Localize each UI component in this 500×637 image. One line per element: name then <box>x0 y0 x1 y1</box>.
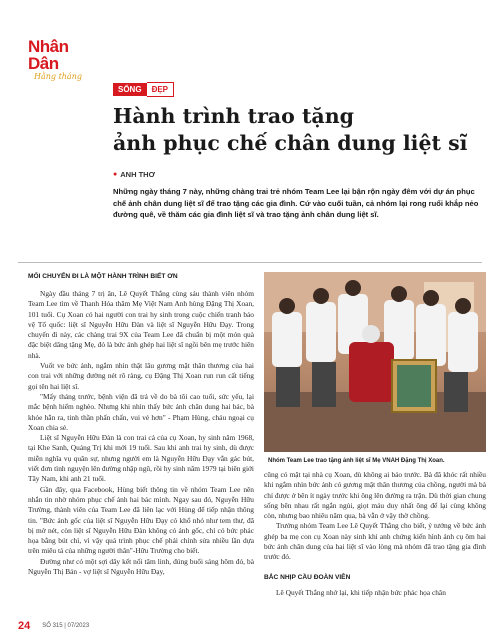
body-column-right <box>264 470 486 598</box>
section-tag <box>113 82 174 97</box>
page-footer <box>18 620 89 632</box>
body-paragraph: cũng có mặt tại nhà cụ Xoan, dù không ai báo trước. Bà đã khóc rất nhiều khi ngắm nhìn bức ảnh có gương mặt thân thương của chồng, người mà bà chỉ được ở bên ít ngày trước khi ông lên đường ra trận. Dù thời gian chung sống bên nhau rất ngắn ngủi, giọt máu duy nhất ông để lại cùng không còn, nhưng bao nhiêu năm qua, bà vẫn ở vậy thờ chồng. <box>264 470 486 521</box>
body-paragraph: Vuốt ve bức ảnh, ngắm nhìn thật lâu gương mặt thân thương của hai con trai với những đường nét rõ ràng, cụ Đặng Thị Xoan run run cất tiếng gọi tên hai liệt sĩ. <box>28 361 254 391</box>
body-paragraph: "Mấy tháng trước, bệnh viện đã trả về do bà tôi cao tuổi, sức yếu, lại mắc bệnh hiểm nghèo. Nhưng khi nhìn thấy bức ảnh chân dung hai bác, bà khỏe hẳn ra, tinh thần phấn chấn, vui vẻ hơn" - Phạm Hùng, cháu ngoại cụ Xoan chia sẻ. <box>28 391 254 432</box>
body-paragraph: Liệt sĩ Nguyễn Hữu Đàn là con trai cả của cụ Xoan, hy sinh năm 1968, tại Khe Sanh, Quảng Trị khi mới 19 tuổi. Sau khi anh trai hy sinh, dù được miễn nghĩa vụ quân sự, nhưng người em là Nguyễn Hữu Đạy vẫn gác bút, viết đơn tình nguyện lên đường nhập ngũ, rồi hy sinh năm 1979 tại biên giới Tây Nam, khi anh 21 tuổi. <box>28 433 254 484</box>
photo-caption: Nhóm Team Lee trao tặng ảnh liệt sĩ Mẹ VNAH Đặng Thị Xoan. <box>268 458 445 464</box>
bullet-icon: ● <box>113 171 118 178</box>
masthead-sub: Hằng tháng <box>34 72 82 81</box>
body-paragraph: Đường như có một sợi dây kết nối tâm linh, đúng buổi sáng hôm đó, bà Nguyễn Thị Bản - vợ liệt sĩ Nguyễn Hữu Đạy, <box>28 556 254 577</box>
subhead-first: MỐI CHUYỂN ĐI LÀ MỘT HÀNH TRÌNH BIẾT ƠN <box>28 273 178 280</box>
subhead-second: BẮC NHỊP CẦU ĐOÀN VIÊN <box>264 573 351 581</box>
masthead-name: Nhân Dân <box>28 37 69 73</box>
body-paragraph: Gần đây, qua Facebook, Hùng biết thông tin về nhóm Team Lee nên nhắn tin nhờ nhóm phục chế ảnh hai bác mình. Ngay sau đó, Nguyễn Hữu Trường, thành viên của Team Lee đã liên lạc với Hùng để tiếp nhận thông tin. "Bức ảnh gốc của liệt sĩ Nguyễn Hữu Đạy có khổ nhỏ như tem thư, đã bị mờ nét, còn liệt sĩ Nguyễn Hữu Đàn không có ảnh gốc, chỉ có bức phác họa bằng bút chì, vì vậy quá trình phục chế phải chỉnh sửa nhiều lần dựa trên miêu tả của những người thân"-Hữu Trường cho biết. <box>28 484 254 556</box>
body-paragraph: Ngày đầu tháng 7 trị ăn, Lê Quyết Thắng cùng sáu thành viên nhóm Team Lee tìm về Thanh Hóa thăm Mẹ Việt Nam Anh hùng Đặng Thị Xoan, 101 tuổi. Cụ Xoan có hai người con trai hy sinh trong cuộc chiến tranh bảo vệ Tổ quốc: liệt sĩ Nguyễn Hữu Đàn và liệt sĩ Nguyễn Hữu Đạy. Trong chuyến đi này, các chàng trai 9X của Team Lee đã chuẩn bị một món quà đặc biệt dâng tặng Mẹ, đó là bức ảnh ghép hai liệt sĩ ngồi bên mẹ trước hiên nhà. <box>28 289 254 360</box>
masthead-logo <box>28 38 98 81</box>
article-lead: Những ngày tháng 7 này, những chàng trai trẻ nhóm Team Lee lại bận rộn ngày đêm với dự án phục chế ảnh chân dung liệt sĩ để trao tặng các gia đình. Cứ vào cuối tuần, cả nhóm lại rong ruổi khắp nẻo đường quê, về thăm các gia đình liệt sĩ và trao tặng ảnh chân dung liệt sĩ. <box>113 187 479 219</box>
headline-line2: ảnh phục chế chân dung liệt sĩ <box>113 131 468 155</box>
body-column-left <box>28 272 254 577</box>
byline <box>113 170 155 179</box>
divider <box>18 262 482 263</box>
section-tag-part2: ĐẸP <box>147 82 174 97</box>
section-tag-part1: SỐNG <box>113 83 147 96</box>
headline-line1: Hành trình trao tặng <box>113 104 354 128</box>
article-headline <box>113 103 473 157</box>
body-paragraph: Lê Quyết Thắng nhớ lại, khi tiếp nhận bức phác họa chân <box>276 587 446 597</box>
group-photo-illustration <box>264 272 486 452</box>
byline-author: ANH THƠ <box>120 170 155 179</box>
page-number: 24 <box>18 620 31 632</box>
group-photo <box>264 272 486 452</box>
issue-info: SỐ 315 | 07/2023 <box>42 623 90 629</box>
body-paragraph: Trưởng nhóm Team Lee Lê Quyết Thắng cho biết, ý tưởng về bức ảnh ghép ba mẹ con cụ Xoan này sinh khi anh chứng kiến hình ảnh cụ ôm hai bức ảnh chân dung của hai liệt sĩ vào lòng mà nhóm đã trao tặng gia đình trước đó. <box>264 521 486 562</box>
